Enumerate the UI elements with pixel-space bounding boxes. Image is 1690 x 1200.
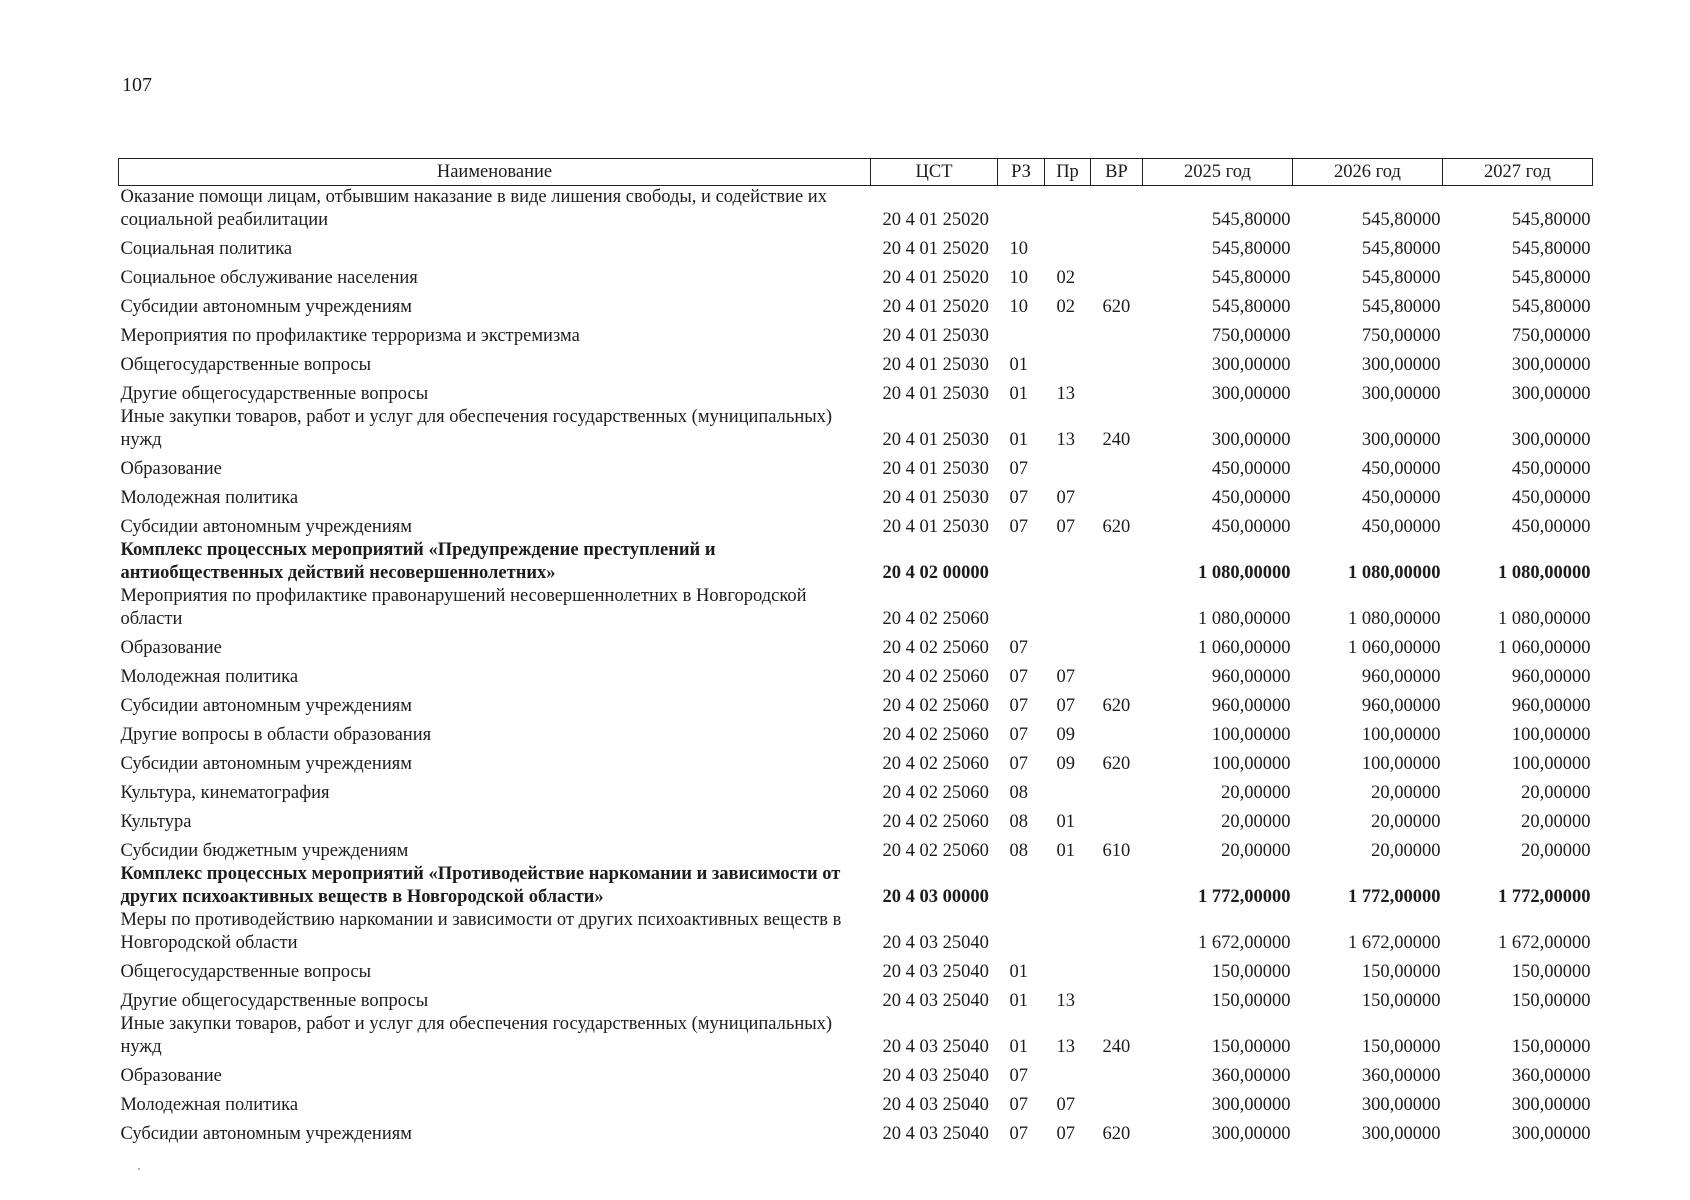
row-rz — [998, 909, 1045, 955]
row-value-2027: 300,00000 — [1511, 384, 1591, 404]
row-name: Комплекс процессных мероприятий «Предупреждение преступлений и антиобщественных действий несовершеннолетних» — [120, 540, 716, 583]
row-rz: 10 — [1009, 239, 1028, 259]
row-value-2025: 300,00000 — [1211, 430, 1291, 450]
row-value-2027: 300,00000 — [1511, 355, 1591, 375]
row-name: Субсидии автономным учреждениям — [120, 1124, 412, 1144]
row-pr — [1045, 863, 1091, 909]
row-pr: 01 — [1056, 841, 1075, 861]
row-rz: 10 — [1009, 297, 1028, 317]
row-value-2027: 300,00000 — [1511, 1095, 1591, 1115]
row-pr: 07 — [1056, 517, 1075, 537]
row-name: Другие вопросы в области образования — [120, 725, 432, 745]
row-value-2025: 300,00000 — [1211, 1095, 1291, 1115]
row-value-2027: 150,00000 — [1511, 991, 1591, 1011]
row-value-2025: 150,00000 — [1211, 1037, 1291, 1057]
row-value-2025: 960,00000 — [1211, 696, 1291, 716]
row-cst: 20 4 03 25040 — [882, 991, 989, 1011]
row-vr — [1091, 261, 1143, 290]
row-rz: 08 — [1009, 841, 1028, 861]
table-row — [119, 863, 1593, 909]
row-value-2025: 360,00000 — [1211, 1066, 1291, 1086]
row-value-2026: 450,00000 — [1361, 488, 1441, 508]
row-value-2025: 545,80000 — [1211, 210, 1291, 230]
row-value-2027: 450,00000 — [1511, 459, 1591, 479]
table-row — [119, 984, 1593, 1013]
row-value-2026: 300,00000 — [1361, 355, 1441, 375]
row-value-2025: 150,00000 — [1211, 991, 1291, 1011]
row-vr — [1091, 984, 1143, 1013]
row-value-2025: 450,00000 — [1211, 459, 1291, 479]
row-name: Социальное обслуживание населения — [120, 268, 418, 288]
row-pr: 09 — [1056, 754, 1075, 774]
row-value-2025: 450,00000 — [1211, 488, 1291, 508]
row-rz: 07 — [1009, 1095, 1028, 1115]
row-value-2026: 450,00000 — [1361, 459, 1441, 479]
row-value-2027: 545,80000 — [1511, 297, 1591, 317]
row-value-2026: 100,00000 — [1361, 754, 1441, 774]
row-value-2027: 360,00000 — [1511, 1066, 1591, 1086]
row-vr — [1091, 805, 1143, 834]
table-row — [119, 319, 1593, 348]
row-value-2026: 545,80000 — [1361, 210, 1441, 230]
table-row — [119, 377, 1593, 406]
row-value-2026: 300,00000 — [1361, 1124, 1441, 1144]
row-pr — [1045, 955, 1091, 984]
table-row — [119, 232, 1593, 261]
row-vr — [1091, 452, 1143, 481]
row-value-2026: 960,00000 — [1361, 696, 1441, 716]
row-cst: 20 4 01 25030 — [882, 355, 989, 375]
row-rz: 07 — [1009, 725, 1028, 745]
row-value-2025: 300,00000 — [1211, 1124, 1291, 1144]
row-value-2025: 1 080,00000 — [1198, 609, 1291, 629]
row-cst: 20 4 02 25060 — [882, 696, 989, 716]
row-value-2025: 20,00000 — [1221, 783, 1291, 803]
row-pr: 09 — [1056, 725, 1075, 745]
row-rz: 07 — [1009, 667, 1028, 687]
row-value-2026: 20,00000 — [1371, 812, 1441, 832]
row-name: Субсидии автономным учреждениям — [120, 754, 412, 774]
row-rz — [998, 585, 1045, 631]
budget-table — [118, 158, 1593, 1146]
row-cst: 20 4 01 25030 — [882, 517, 989, 537]
table-row — [119, 406, 1593, 452]
row-pr: 13 — [1056, 384, 1075, 404]
table-row — [119, 689, 1593, 718]
row-rz: 01 — [1009, 1037, 1028, 1057]
row-name: Субсидии автономным учреждениям — [120, 696, 412, 716]
row-value-2025: 100,00000 — [1211, 725, 1291, 745]
row-value-2026: 360,00000 — [1361, 1066, 1441, 1086]
row-rz: 07 — [1009, 459, 1028, 479]
row-value-2025: 1 772,00000 — [1198, 887, 1291, 907]
row-vr: 620 — [1102, 696, 1131, 716]
row-vr — [1091, 718, 1143, 747]
table-row — [119, 290, 1593, 319]
row-pr — [1045, 909, 1091, 955]
row-value-2027: 450,00000 — [1511, 488, 1591, 508]
row-pr: 07 — [1056, 667, 1075, 687]
row-pr: 13 — [1056, 1037, 1075, 1057]
table-row — [119, 805, 1593, 834]
row-rz — [998, 319, 1045, 348]
row-value-2025: 450,00000 — [1211, 517, 1291, 537]
row-vr: 620 — [1102, 517, 1131, 537]
row-pr: 07 — [1056, 1095, 1075, 1115]
row-cst: 20 4 01 25030 — [882, 488, 989, 508]
row-cst: 20 4 03 25040 — [882, 1124, 989, 1144]
page-number: 107 — [122, 74, 152, 96]
row-vr — [1091, 1088, 1143, 1117]
header-2027: 2027 год — [1443, 159, 1593, 186]
row-pr: 07 — [1056, 696, 1075, 716]
table-row — [119, 539, 1593, 585]
table-row — [119, 1013, 1593, 1059]
header-vr: ВР — [1091, 159, 1143, 186]
row-name: Мероприятия по профилактике правонарушений несовершеннолетних в Новгородской области — [120, 586, 807, 629]
row-vr — [1091, 631, 1143, 660]
row-value-2025: 545,80000 — [1211, 297, 1291, 317]
row-cst: 20 4 03 00000 — [882, 887, 989, 907]
row-rz: 07 — [1009, 754, 1028, 774]
row-rz: 07 — [1009, 1124, 1028, 1144]
row-value-2026: 300,00000 — [1361, 384, 1441, 404]
row-vr — [1091, 232, 1143, 261]
row-rz: 01 — [1009, 384, 1028, 404]
table-row — [119, 776, 1593, 805]
row-cst: 20 4 01 25020 — [882, 210, 989, 230]
row-rz — [998, 539, 1045, 585]
row-value-2026: 450,00000 — [1361, 517, 1441, 537]
row-vr: 240 — [1102, 1037, 1131, 1057]
row-cst: 20 4 01 25030 — [882, 430, 989, 450]
row-name: Общегосударственные вопросы — [120, 962, 372, 982]
row-name: Образование — [120, 1066, 222, 1086]
row-vr — [1091, 660, 1143, 689]
row-cst: 20 4 02 25060 — [882, 812, 989, 832]
row-cst: 20 4 03 25040 — [882, 962, 989, 982]
row-value-2027: 1 080,00000 — [1498, 563, 1591, 583]
row-cst: 20 4 03 25040 — [882, 1066, 989, 1086]
row-pr: 13 — [1056, 991, 1075, 1011]
row-pr — [1045, 631, 1091, 660]
row-cst: 20 4 01 25020 — [882, 239, 989, 259]
row-value-2025: 1 060,00000 — [1198, 638, 1291, 658]
row-value-2027: 100,00000 — [1511, 754, 1591, 774]
header-2026: 2026 год — [1293, 159, 1443, 186]
row-vr: 610 — [1102, 841, 1131, 861]
table-header — [119, 159, 1593, 186]
row-value-2025: 960,00000 — [1211, 667, 1291, 687]
row-value-2026: 100,00000 — [1361, 725, 1441, 745]
row-rz: 10 — [1009, 268, 1028, 288]
row-value-2027: 1 772,00000 — [1498, 887, 1591, 907]
table-row — [119, 834, 1593, 863]
row-name: Субсидии бюджетным учреждениям — [120, 841, 409, 861]
row-cst: 20 4 03 25040 — [882, 933, 989, 953]
row-cst: 20 4 02 25060 — [882, 841, 989, 861]
row-value-2027: 450,00000 — [1511, 517, 1591, 537]
row-pr: 02 — [1056, 297, 1075, 317]
row-name: Другие общегосударственные вопросы — [120, 384, 429, 404]
row-pr — [1045, 452, 1091, 481]
row-value-2026: 1 672,00000 — [1348, 933, 1441, 953]
row-cst: 20 4 02 25060 — [882, 783, 989, 803]
row-pr — [1045, 319, 1091, 348]
row-name: Молодежная политика — [120, 1095, 299, 1115]
row-vr — [1091, 348, 1143, 377]
row-value-2027: 20,00000 — [1521, 783, 1591, 803]
row-pr: 13 — [1056, 430, 1075, 450]
row-vr: 620 — [1102, 1124, 1131, 1144]
row-value-2026: 1 772,00000 — [1348, 887, 1441, 907]
row-vr — [1091, 186, 1143, 233]
table-row — [119, 481, 1593, 510]
row-pr — [1045, 776, 1091, 805]
row-pr — [1045, 348, 1091, 377]
row-value-2027: 960,00000 — [1511, 696, 1591, 716]
row-cst: 20 4 01 25030 — [882, 459, 989, 479]
row-pr — [1045, 186, 1091, 233]
row-rz: 01 — [1009, 355, 1028, 375]
row-value-2027: 20,00000 — [1521, 812, 1591, 832]
row-vr: 240 — [1102, 430, 1131, 450]
table-row — [119, 585, 1593, 631]
row-value-2026: 1 080,00000 — [1348, 609, 1441, 629]
row-value-2027: 750,00000 — [1511, 326, 1591, 346]
header-pr: Пр — [1045, 159, 1091, 186]
row-pr — [1045, 1059, 1091, 1088]
row-name: Социальная политика — [120, 239, 293, 259]
row-name: Меры по противодействию наркомании и зависимости от других психоактивных веществ в Новгородской области — [120, 910, 842, 953]
row-value-2026: 300,00000 — [1361, 1095, 1441, 1115]
row-vr — [1091, 377, 1143, 406]
table-row — [119, 186, 1593, 233]
row-value-2025: 545,80000 — [1211, 268, 1291, 288]
header-name: Наименование — [119, 159, 871, 186]
row-value-2026: 545,80000 — [1361, 297, 1441, 317]
row-name: Иные закупки товаров, работ и услуг для обеспечения государственных (муниципальных) нужд — [120, 407, 833, 450]
row-value-2027: 150,00000 — [1511, 1037, 1591, 1057]
row-cst: 20 4 03 25040 — [882, 1095, 989, 1115]
row-value-2027: 1 080,00000 — [1498, 609, 1591, 629]
table-row — [119, 348, 1593, 377]
row-rz: 07 — [1009, 696, 1028, 716]
row-value-2026: 150,00000 — [1361, 991, 1441, 1011]
row-value-2026: 150,00000 — [1361, 962, 1441, 982]
row-value-2025: 150,00000 — [1211, 962, 1291, 982]
header-2025: 2025 год — [1143, 159, 1293, 186]
row-value-2026: 20,00000 — [1371, 783, 1441, 803]
row-value-2026: 750,00000 — [1361, 326, 1441, 346]
row-cst: 20 4 02 25060 — [882, 638, 989, 658]
row-vr — [1091, 909, 1143, 955]
row-cst: 20 4 01 25030 — [882, 384, 989, 404]
row-value-2025: 300,00000 — [1211, 384, 1291, 404]
row-rz: 07 — [1009, 517, 1028, 537]
row-value-2027: 300,00000 — [1511, 1124, 1591, 1144]
row-rz: 01 — [1009, 962, 1028, 982]
row-value-2027: 545,80000 — [1511, 268, 1591, 288]
row-value-2026: 300,00000 — [1361, 430, 1441, 450]
table-row — [119, 452, 1593, 481]
row-value-2027: 545,80000 — [1511, 239, 1591, 259]
row-vr — [1091, 1059, 1143, 1088]
table-row — [119, 955, 1593, 984]
row-name: Иные закупки товаров, работ и услуг для обеспечения государственных (муниципальных) нужд — [120, 1014, 833, 1057]
row-name: Субсидии автономным учреждениям — [120, 517, 412, 537]
table-row — [119, 1059, 1593, 1088]
row-vr: 620 — [1102, 297, 1131, 317]
row-rz: 07 — [1009, 488, 1028, 508]
row-name: Общегосударственные вопросы — [120, 355, 372, 375]
row-value-2026: 1 060,00000 — [1348, 638, 1441, 658]
row-cst: 20 4 02 00000 — [882, 563, 989, 583]
row-value-2027: 960,00000 — [1511, 667, 1591, 687]
row-pr — [1045, 585, 1091, 631]
table-row — [119, 510, 1593, 539]
row-value-2027: 1 672,00000 — [1498, 933, 1591, 953]
row-cst: 20 4 02 25060 — [882, 725, 989, 745]
row-name: Мероприятия по профилактике терроризма и экстремизма — [120, 326, 580, 346]
header-cst: ЦСТ — [871, 159, 998, 186]
row-vr — [1091, 319, 1143, 348]
table-body — [119, 186, 1593, 1147]
row-value-2025: 20,00000 — [1221, 841, 1291, 861]
table-row — [119, 909, 1593, 955]
row-value-2026: 20,00000 — [1371, 841, 1441, 861]
table-row — [119, 631, 1593, 660]
row-cst: 20 4 02 25060 — [882, 609, 989, 629]
row-rz: 07 — [1009, 638, 1028, 658]
row-cst: 20 4 01 25030 — [882, 326, 989, 346]
row-vr — [1091, 539, 1143, 585]
row-vr — [1091, 481, 1143, 510]
scan-speck — [138, 1168, 140, 1170]
row-pr: 07 — [1056, 1124, 1075, 1144]
row-name: Культура, кинематография — [120, 783, 330, 803]
table-row — [119, 718, 1593, 747]
row-pr: 07 — [1056, 488, 1075, 508]
row-value-2027: 150,00000 — [1511, 962, 1591, 982]
row-rz: 08 — [1009, 812, 1028, 832]
table-row — [119, 1088, 1593, 1117]
row-value-2025: 20,00000 — [1221, 812, 1291, 832]
row-cst: 20 4 03 25040 — [882, 1037, 989, 1057]
row-name: Комплекс процессных мероприятий «Противодействие наркомании и зависимости от других психоактивных веществ в Новгородской области» — [120, 864, 841, 907]
row-cst: 20 4 02 25060 — [882, 667, 989, 687]
table-row — [119, 660, 1593, 689]
row-pr — [1045, 539, 1091, 585]
row-value-2025: 750,00000 — [1211, 326, 1291, 346]
row-rz: 07 — [1009, 1066, 1028, 1086]
row-value-2026: 960,00000 — [1361, 667, 1441, 687]
row-rz: 01 — [1009, 991, 1028, 1011]
row-value-2025: 100,00000 — [1211, 754, 1291, 774]
row-value-2025: 545,80000 — [1211, 239, 1291, 259]
row-value-2027: 100,00000 — [1511, 725, 1591, 745]
table-row — [119, 747, 1593, 776]
row-value-2025: 1 672,00000 — [1198, 933, 1291, 953]
row-value-2026: 150,00000 — [1361, 1037, 1441, 1057]
table-row — [119, 1117, 1593, 1146]
row-vr — [1091, 955, 1143, 984]
row-cst: 20 4 02 25060 — [882, 754, 989, 774]
row-value-2026: 545,80000 — [1361, 268, 1441, 288]
row-vr — [1091, 776, 1143, 805]
row-value-2027: 20,00000 — [1521, 841, 1591, 861]
row-name: Субсидии автономным учреждениям — [120, 297, 412, 317]
row-value-2025: 300,00000 — [1211, 355, 1291, 375]
row-value-2026: 1 080,00000 — [1348, 563, 1441, 583]
row-name: Молодежная политика — [120, 488, 299, 508]
row-rz: 08 — [1009, 783, 1028, 803]
row-value-2027: 545,80000 — [1511, 210, 1591, 230]
row-rz — [998, 186, 1045, 233]
row-value-2027: 1 060,00000 — [1498, 638, 1591, 658]
row-name: Культура — [120, 812, 192, 832]
row-value-2026: 545,80000 — [1361, 239, 1441, 259]
table-row — [119, 261, 1593, 290]
row-rz: 01 — [1009, 430, 1028, 450]
row-cst: 20 4 01 25020 — [882, 297, 989, 317]
row-name: Молодежная политика — [120, 667, 299, 687]
row-pr — [1045, 232, 1091, 261]
row-cst: 20 4 01 25020 — [882, 268, 989, 288]
row-value-2027: 300,00000 — [1511, 430, 1591, 450]
header-rz: РЗ — [998, 159, 1045, 186]
row-pr: 01 — [1056, 812, 1075, 832]
row-name: Образование — [120, 459, 222, 479]
row-value-2025: 1 080,00000 — [1198, 563, 1291, 583]
row-name: Образование — [120, 638, 222, 658]
row-vr: 620 — [1102, 754, 1131, 774]
row-rz — [998, 863, 1045, 909]
row-name: Оказание помощи лицам, отбывшим наказание в виде лишения свободы, и содействие их социальной реабилитации — [120, 187, 827, 230]
row-name: Другие общегосударственные вопросы — [120, 991, 429, 1011]
row-pr: 02 — [1056, 268, 1075, 288]
row-vr — [1091, 863, 1143, 909]
row-vr — [1091, 585, 1143, 631]
